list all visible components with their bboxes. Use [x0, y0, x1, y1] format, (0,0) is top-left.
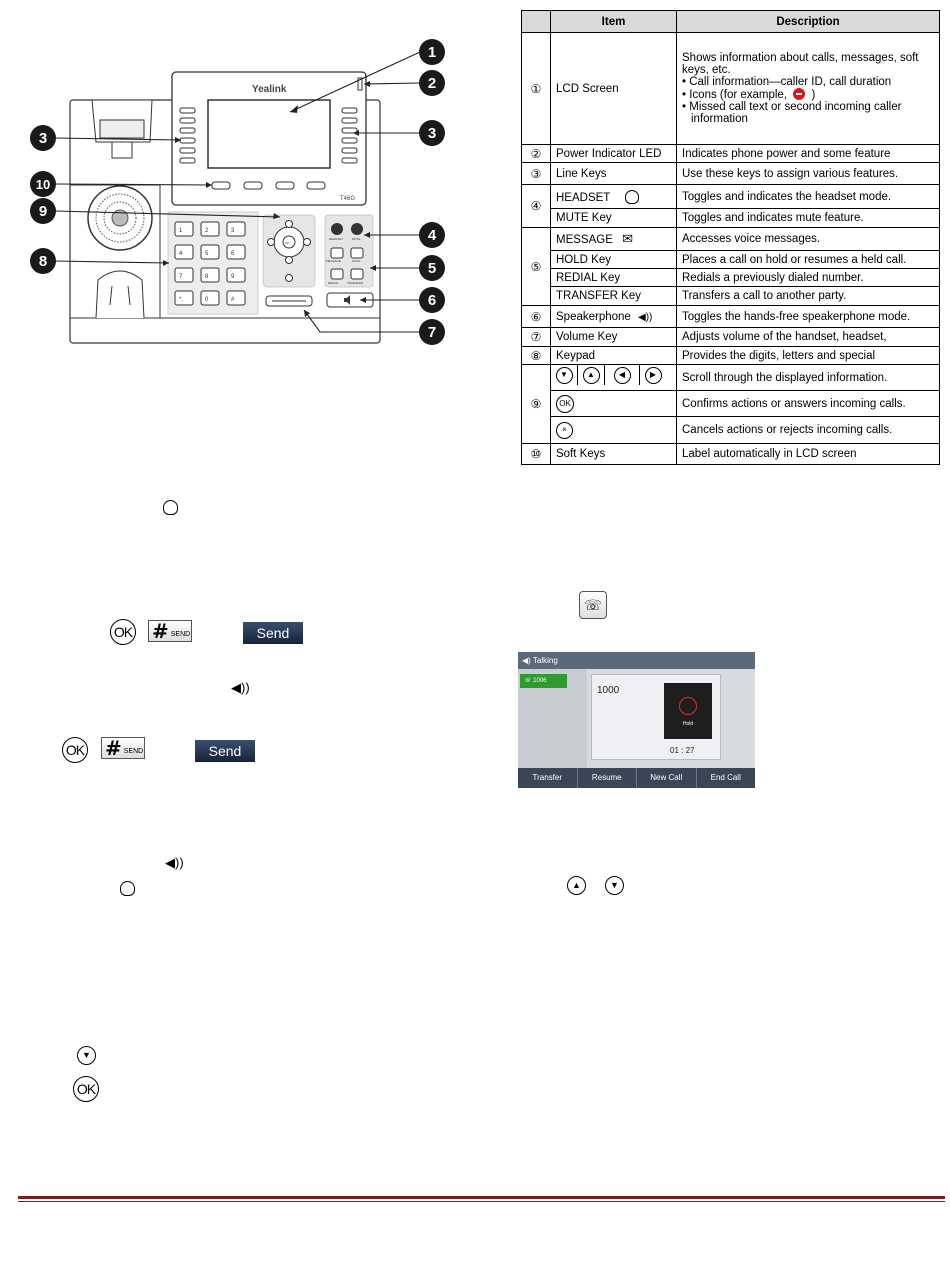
table-row: ⑩ Soft Keys Label automatically in LCD screen: [522, 444, 940, 465]
up-arrow-icon: ▲: [583, 367, 600, 384]
phone-illustration: [0, 0, 470, 360]
table-row: ④ HEADSET Toggles and indicates the headset mode.: [522, 185, 940, 209]
callout-7: 7: [419, 319, 445, 345]
lcd-screenshot: [518, 652, 755, 788]
send-button[interactable]: Send: [243, 622, 303, 644]
softkey-end-call[interactable]: End Call: [710, 773, 741, 782]
down-arrow-icon: ▼: [77, 1046, 96, 1065]
ok-icon: OK: [62, 737, 88, 763]
speaker-icon: ◀)): [231, 680, 250, 695]
header-description: Description: [677, 11, 940, 33]
svg-text:OK: OK: [285, 241, 290, 245]
svg-text:9: 9: [231, 274, 235, 280]
svg-text:*.: *.: [179, 297, 184, 303]
svg-text:4: 4: [179, 251, 183, 257]
brand-logo: Yealink: [252, 84, 287, 95]
svg-text:MUTE: MUTE: [352, 237, 361, 241]
softkey-resume[interactable]: Resume: [578, 768, 638, 788]
table-row: MUTE Key Toggles and indicates mute feature.: [522, 209, 940, 228]
lcd-line-key: ☏ 1006: [520, 674, 567, 688]
phone-diagram: [0, 0, 470, 360]
table-row: OK Confirms actions or answers incoming calls.: [522, 391, 940, 417]
callout-10: 10: [30, 171, 56, 197]
lcd-status-bar: ◀) Talking: [518, 652, 755, 669]
callout-2: 2: [419, 70, 445, 96]
svg-text:0: 0: [205, 297, 209, 303]
lcd-hold-badge: Hold: [664, 683, 712, 739]
lcd-call-panel: [587, 669, 755, 768]
headset-icon: [625, 190, 639, 204]
model-label: T46G: [340, 196, 356, 202]
table-row: ⑦ Volume Key Adjusts volume of the handset, headset,: [522, 328, 940, 347]
header-item: Item: [551, 11, 677, 33]
ok-icon: OK: [73, 1076, 99, 1102]
lcd-call-card: [591, 674, 721, 760]
up-arrow-icon: ▲: [567, 876, 586, 895]
red-status-icon: [793, 88, 805, 100]
callout-3-left: 3: [30, 125, 56, 151]
callout-3-right: 3: [419, 120, 445, 146]
callout-4: 4: [419, 222, 445, 248]
transfer-key-icon: ☏: [579, 591, 607, 619]
headset-icon: [163, 500, 178, 515]
table-row: ③ Line Keys Use these keys to assign various features.: [522, 163, 940, 185]
lcd-softkeys: [518, 768, 755, 788]
callout-6: 6: [419, 287, 445, 313]
svg-text:1: 1: [179, 228, 183, 234]
svg-text:MESSAGE: MESSAGE: [326, 259, 341, 263]
table-row: TRANSFER Key Transfers a call to another party.: [522, 287, 940, 306]
hold-icon: [679, 697, 697, 715]
callout-5: 5: [419, 255, 445, 281]
table-row: HOLD Key Places a call on hold or resumes a held call.: [522, 251, 940, 269]
table-row: ⑨ ▼ ▲ ◀ ▶ Scroll through the displayed information.: [522, 365, 940, 391]
hash-send-icon: # SEND: [148, 620, 192, 642]
lcd-number: 1000: [597, 685, 620, 696]
send-button[interactable]: Send: [195, 740, 255, 762]
table-row: REDIAL Key Redials a previously dialed number.: [522, 269, 940, 287]
svg-text:HEADSET: HEADSET: [329, 237, 344, 241]
lcd-call-duration: 01 : 27: [670, 746, 695, 755]
ok-icon: OK: [556, 395, 574, 413]
svg-text:5: 5: [205, 251, 209, 257]
svg-text:6: 6: [231, 251, 235, 257]
headset-icon: [120, 881, 135, 896]
svg-text:2: 2: [205, 228, 209, 234]
table-row: ⑧ Keypad Provides the digits, letters and special: [522, 347, 940, 365]
svg-text:7: 7: [179, 274, 183, 280]
table-row: ⑤ MESSAGE ✉ Accesses voice messages.: [522, 228, 940, 251]
down-arrow-icon: ▼: [605, 876, 624, 895]
down-arrow-icon: ▼: [556, 367, 573, 384]
table-row: ⑥ Speakerphone ◀)) Toggles the hands-free speakerphone mode.: [522, 306, 940, 328]
callout-8: 8: [30, 248, 56, 274]
envelope-icon: ✉: [622, 231, 633, 246]
softkey-new-call[interactable]: New Call: [637, 768, 697, 788]
table-header-row: [522, 11, 940, 33]
svg-text:HOLD: HOLD: [352, 259, 361, 263]
right-arrow-icon: ▶: [645, 367, 662, 384]
footer-rule: [18, 1196, 945, 1199]
ok-icon: OK: [110, 619, 136, 645]
svg-text:REDIAL: REDIAL: [328, 281, 339, 285]
speaker-icon: ◀)): [165, 855, 184, 870]
svg-text:3: 3: [231, 228, 235, 234]
callout-9: 9: [30, 198, 56, 224]
table-row: ① LCD Screen Shows information about calls, messages, soft keys, etc. • Call information—caller ID, call duration • Icons (for example, ) • Missed call text or second incoming caller information: [522, 33, 940, 145]
softkey-transfer[interactable]: Transfer: [518, 768, 578, 788]
speaker-icon: ◀)): [638, 311, 653, 323]
svg-text:8: 8: [205, 274, 209, 280]
svg-text:#: #: [231, 297, 235, 303]
left-arrow-icon: ◀: [614, 367, 631, 384]
footer-rule-thin: [18, 1201, 945, 1202]
table-row: ② Power Indicator LED Indicates phone power and some feature: [522, 145, 940, 163]
cancel-x-icon: ×: [556, 422, 573, 439]
lcd-bullets: • Call information—caller ID, call duration • Icons (for example, ) • Missed call text or second incoming caller information: [682, 76, 902, 125]
phone-items-table: [521, 10, 940, 465]
hash-send-icon: # SEND: [101, 737, 145, 759]
callout-1: 1: [419, 39, 445, 65]
table-row: × Cancels actions or rejects incoming calls.: [522, 417, 940, 444]
svg-text:TRANSFER: TRANSFER: [347, 281, 364, 285]
